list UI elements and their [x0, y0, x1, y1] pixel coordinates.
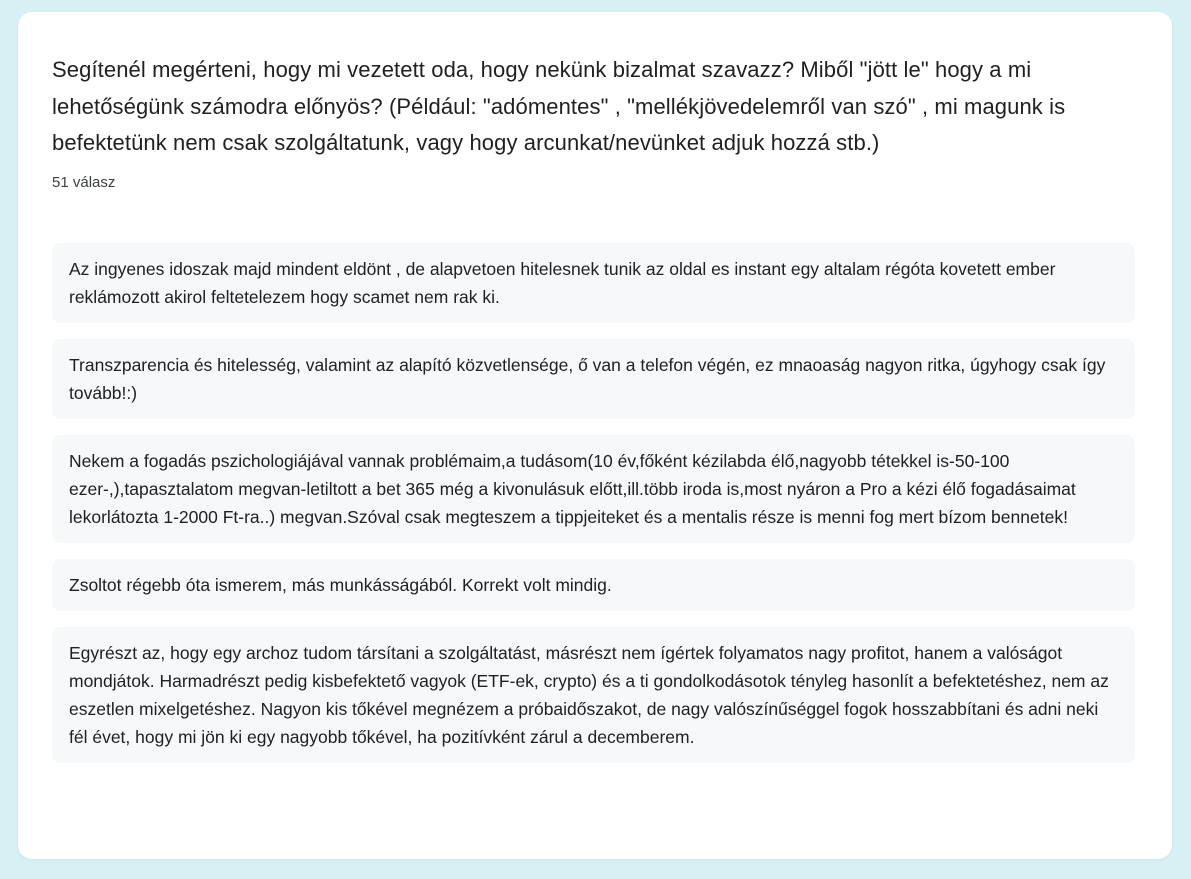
response-item: Egyrészt az, hogy egy archoz tudom társítani a szolgáltatást, másrészt nem ígértek folyamatos nagy profitot, hanem a valóságot mondjátok. Harmadrészt pedig kisbefektető vagyok (ETF-ek, crypto) és a ti gondolkodásotok tényleg hasonlít a befektetéshez, nem az eszetlen mixelgetéshez. Nagyon kis tőkével megnézem a próbaidőszakot, de nagy valószínűséggel fogok hosszabbítani és adni neki fél évet, hogy mi jön ki egy nagyobb tőkével, ha pozitívként zárul a decemberem.	[52, 627, 1135, 763]
question-title: Segítenél megérteni, hogy mi vezetett oda, hogy nekünk bizalmat szavazz? Miből "jött le" hogy a mi lehetőségünk számodra előnyös? (Például: "adómentes" , "mellékjövedelemről van szó" , mi magunk is befektetünk nem csak szolgáltatunk, vagy hogy arcunkat/nevünket adjuk hozzá stb.)	[52, 57, 1066, 156]
response-item: Transzparencia és hitelesség, valamint az alapító közvetlensége, ő van a telefon végén, ez mnaoaság nagyon ritka, úgyhogy csak így tovább!:)	[52, 339, 1135, 419]
response-item: Nekem a fogadás pszichologiájával vannak problémaim,a tudásom(10 év,főként kézilabda élő,nagyobb tétekkel is-50-100 ezer-,),tapasztalatom megvan-letiltott a bet 365 még a kivonulásuk előtt,ill.több iroda is,most nyáron a Pro a kézi élő fogadásaimat lekorlátozta 1-2000 Ft-ra..) megvan.Szóval csak megteszem a tippjeiteket és a mentalis része is menni fog mert bízom bennetek!	[52, 435, 1135, 543]
response-item: Zsoltot régebb óta ismerem, más munkásságából. Korrekt volt mindig.	[52, 559, 1135, 611]
response-item: Az ingyenes idoszak majd mindent eldönt , de alapvetoen hitelesnek tunik az oldal es instant egy altalam régóta kovetett ember reklámozott akirol feltetelezem hogy scamet nem rak ki.	[52, 243, 1135, 323]
question-responses-card	[18, 12, 1172, 859]
response-count: 51 válasz	[52, 173, 116, 191]
responses-list	[52, 243, 1136, 763]
